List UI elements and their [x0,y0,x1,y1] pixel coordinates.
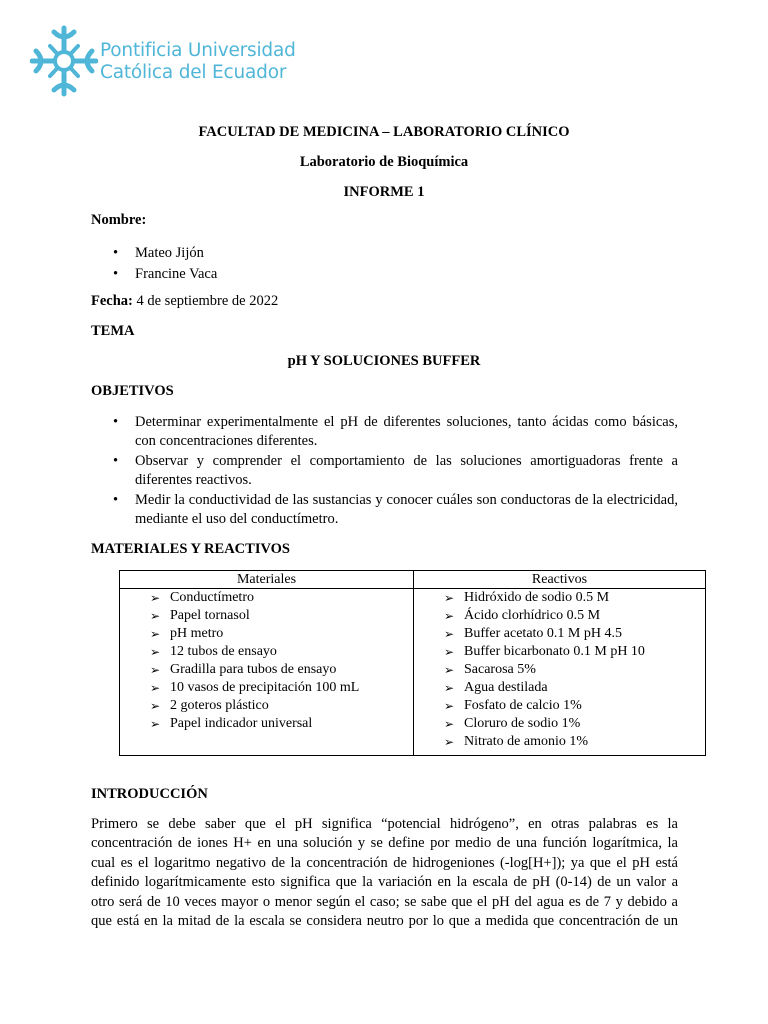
arrow-bullet-icon: ➢ [444,717,455,731]
list-item: • Medir la conductividad de las sustancias y conocer cuáles son conductoras de la electricidad, mediante el uso del conductímetro. [91,491,678,528]
list-item: • Francine Vaca [91,264,217,285]
paragraph-line: concentración de iones H+ en una solución y se define por medio de una función logarítmica, la [91,835,678,852]
arrow-bullet-icon: ➢ [150,627,161,641]
paragraph-line: Primero se debe saber que el pH significa “potencial hidrógeno”, en otras palabras es la [91,816,678,832]
tema-title: pH Y SOLUCIONES BUFFER [287,353,481,369]
list-item: ➢ 2 goteros plástico [150,698,269,713]
introduccion-body [91,815,678,931]
faculty-title: FACULTAD DE MEDICINA – LABORATORIO CLÍNICO [198,124,570,140]
arrow-bullet-icon: ➢ [444,591,455,605]
reactivos-cell [414,589,706,756]
list-item: ➢ Papel tornasol [150,608,250,623]
list-item: ➢ 10 vasos de precipitación 100 mL [150,680,360,695]
logo-line-2: Católica del Ecuador [100,62,287,83]
list-item: ➢ Nitrato de amonio 1% [444,734,589,749]
list-item: ➢ Ácido clorhídrico 0.5 M [444,608,601,623]
list-item: • Observar y comprender el comportamiento de las soluciones amortiguadoras frente a diferentes reactivos. [91,452,678,489]
list-item: ➢ Papel indicador universal [150,716,313,731]
list-item: ➢ Hidróxido de sodio 0.5 M [444,590,610,605]
paragraph-line: que está en la mitad de la escala se considera neutro por lo que a medida que concentración de un [91,913,678,930]
arrow-bullet-icon: ➢ [444,735,455,749]
list-item: • Mateo Jijón [91,243,217,264]
arrow-bullet-icon: ➢ [150,699,161,713]
objetivos-heading: OBJETIVOS [91,383,174,399]
logo-line-1: Pontificia Universidad [100,40,296,61]
fecha-label: Fecha: [91,293,133,309]
materiales-heading: MATERIALES Y REACTIVOS [91,541,290,557]
list-item: ➢ pH metro [150,626,224,641]
arrow-bullet-icon: ➢ [150,681,161,695]
paragraph-line: otro será de 10 veces mayor o menor según el caso; se sabe que el pH del agua es de 7 y debido a [91,893,678,910]
fecha-line [91,293,278,310]
arrow-bullet-icon: ➢ [150,663,161,677]
university-logo [30,24,296,98]
arrow-bullet-icon: ➢ [444,627,455,641]
arrow-bullet-icon: ➢ [444,663,455,677]
arrow-bullet-icon: ➢ [150,609,161,623]
arrow-bullet-icon: ➢ [150,645,161,659]
pucе-cross-icon [30,24,98,98]
paragraph-line: cual es el logaritmo negativo de la concentración de hidrogeniones (-log[H+]); ya que el pH está [91,854,678,871]
nombre-label: Nombre: [91,212,147,228]
tema-heading: TEMA [91,323,135,339]
list-item: ➢ 12 tubos de ensayo [150,644,277,659]
objetivos-list [91,413,678,530]
names-list [91,243,217,285]
arrow-bullet-icon: ➢ [150,717,161,731]
materials-table [119,570,706,756]
fecha-value: 4 de septiembre de 2022 [136,293,279,309]
arrow-bullet-icon: ➢ [444,699,455,713]
introduccion-heading: INTRODUCCIÓN [91,786,208,802]
arrow-bullet-icon: ➢ [150,591,161,605]
list-item: ➢ Gradilla para tubos de ensayo [150,662,337,677]
list-item: ➢ Agua destilada [444,680,548,695]
lab-title: Laboratorio de Bioquímica [299,154,469,170]
list-item: ➢ Fosfato de calcio 1% [444,698,582,713]
list-item: ➢ Conductímetro [150,590,254,605]
arrow-bullet-icon: ➢ [444,681,455,695]
paragraph-line: definido logarítmicamente esto significa que la variación en la escala de pH (0-14) de un valor a [91,874,678,891]
list-item: ➢ Cloruro de sodio 1% [444,716,581,731]
table-header-materiales: Materiales [120,571,414,589]
list-item: ➢ Buffer bicarbonato 0.1 M pH 10 [444,644,645,659]
list-item: ➢ Buffer acetato 0.1 M pH 4.5 [444,626,622,641]
materiales-cell [120,589,414,756]
list-item: ➢ Sacarosa 5% [444,662,536,677]
arrow-bullet-icon: ➢ [444,609,455,623]
report-title: INFORME 1 [343,184,425,200]
list-item: • Determinar experimentalmente el pH de diferentes soluciones, tanto ácidas como básicas, con concentraciones diferentes. [91,413,678,450]
table-header-reactivos: Reactivos [414,571,706,589]
arrow-bullet-icon: ➢ [444,645,455,659]
